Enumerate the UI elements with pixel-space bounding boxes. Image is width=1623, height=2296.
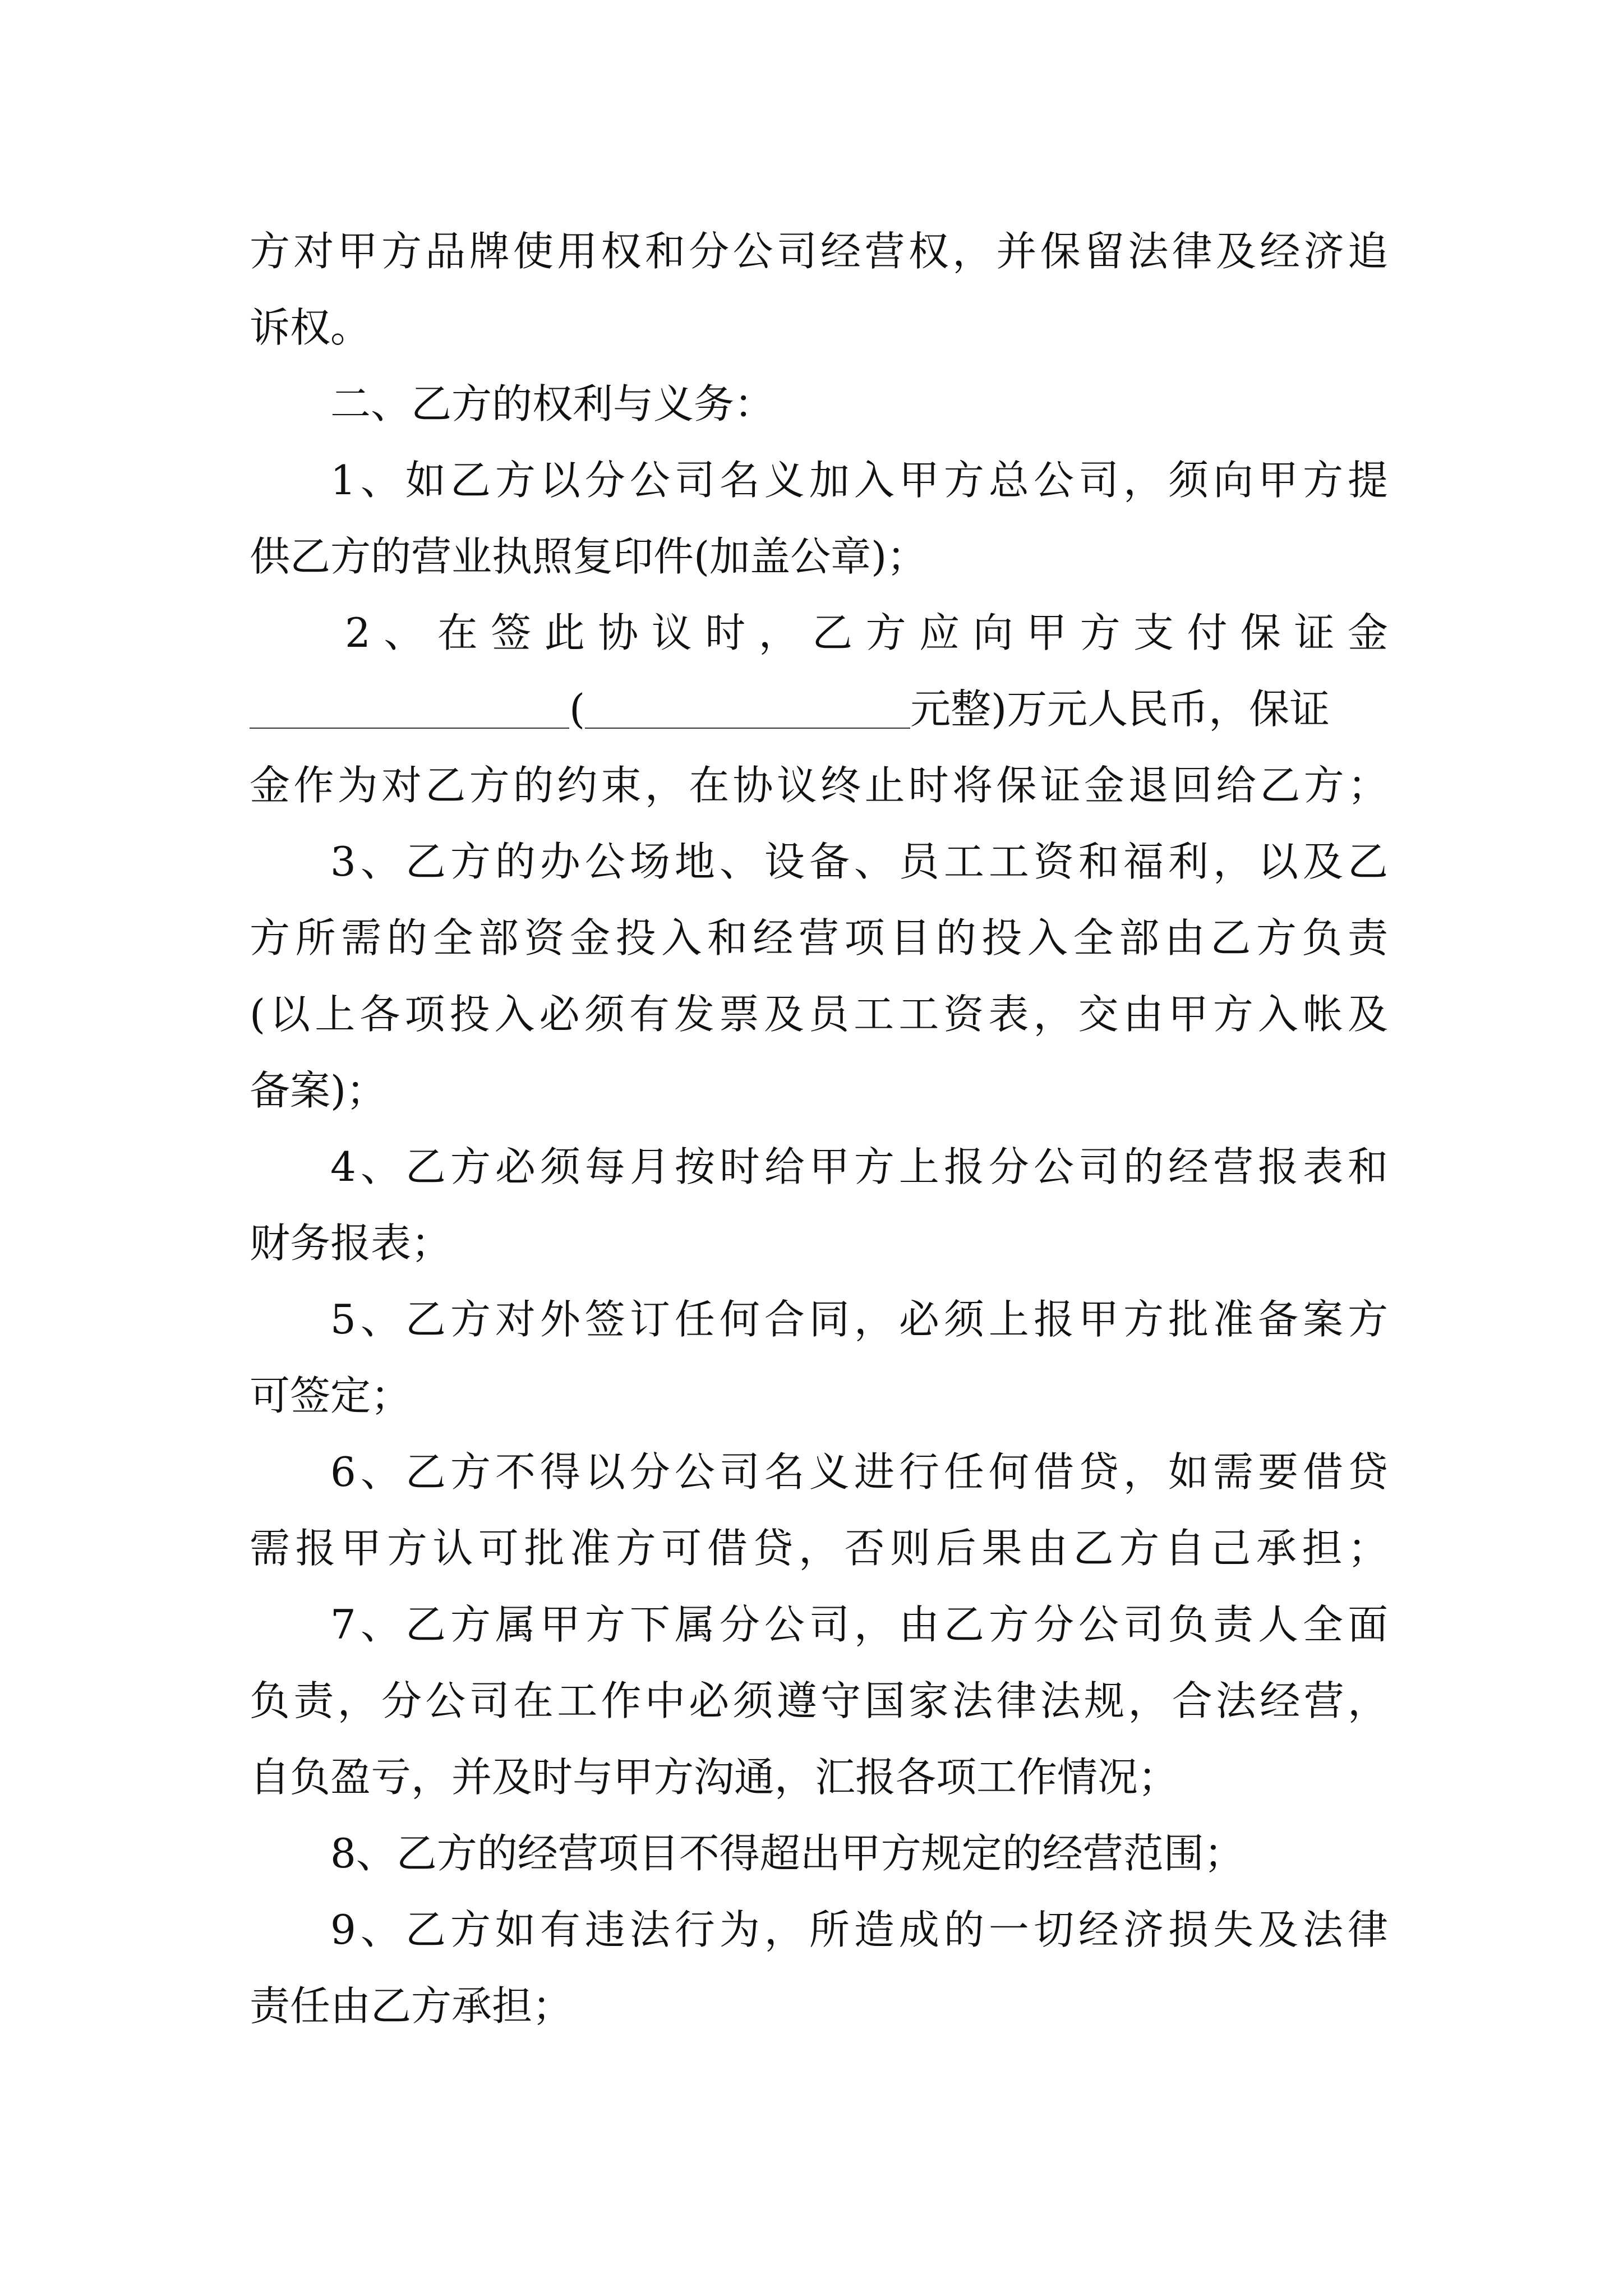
- text-line: 6、乙方不得以分公司名义进行任何借贷，如需要借贷: [330, 1448, 1388, 1496]
- text-line: 可签定；: [250, 1372, 412, 1419]
- blank-fill-line: [585, 727, 910, 729]
- text-line: 负责，分公司在工作中必须遵守国家法律法规，合法经营，: [250, 1677, 1388, 1724]
- text-fragment: 元整)万元人民币，保证: [910, 685, 1330, 733]
- document-body: [250, 213, 1388, 2044]
- text-line: 4、乙方必须每月按时给甲方上报分公司的经营报表和: [330, 1143, 1388, 1190]
- text-line: 2、在签此协议时，乙方应向甲方支付保证金: [345, 609, 1388, 656]
- text-line: (以上各项投入必须有发票及员工工资表，交由甲方入帐及: [250, 991, 1388, 1038]
- text-line: 财务报表；: [250, 1220, 452, 1267]
- text-line: 7、乙方属甲方下属分公司，由乙方分公司负责人全面: [330, 1601, 1388, 1648]
- text-line: 8、乙方的经营项目不得超出甲方规定的经营范围；: [330, 1830, 1244, 1877]
- text-line-with-blanks: [250, 671, 1388, 747]
- text-line: 1、如乙方以分公司名义加入甲方总公司，须向甲方提: [330, 457, 1388, 504]
- text-line: 9、乙方如有违法行为，所造成的一切经济损失及法律: [330, 1906, 1388, 1953]
- text-line: 自负盈亏，并及时与甲方沟通，汇报各项工作情况；: [250, 1754, 1179, 1801]
- text-line: 需报甲方认可批准方可借贷，否则后果由乙方自己承担；: [250, 1525, 1388, 1572]
- section-heading: 二、乙方的权利与义务：: [330, 380, 775, 427]
- text-line: 方对甲方品牌使用权和分公司经营权，并保留法律及经济追: [250, 228, 1388, 275]
- text-line: 供乙方的营业执照复印件(加盖公章)；: [250, 533, 928, 580]
- text-line: 5、乙方对外签订任何合同，必须上报甲方批准备案方: [330, 1296, 1388, 1343]
- text-line: 3、乙方的办公场地、设备、员工工资和福利，以及乙: [330, 838, 1388, 885]
- text-line: 金作为对乙方的约束，在协议终止时将保证金退回给乙方；: [250, 762, 1388, 809]
- text-line: 诉权。: [250, 304, 371, 351]
- text-line: 备案)；: [250, 1067, 387, 1114]
- blank-fill-line: [250, 727, 569, 729]
- text-line: 责任由乙方承担；: [250, 1982, 573, 2030]
- open-paren: (: [569, 685, 585, 733]
- text-line: 方所需的全部资金投入和经营项目的投入全部由乙方负责: [250, 914, 1388, 961]
